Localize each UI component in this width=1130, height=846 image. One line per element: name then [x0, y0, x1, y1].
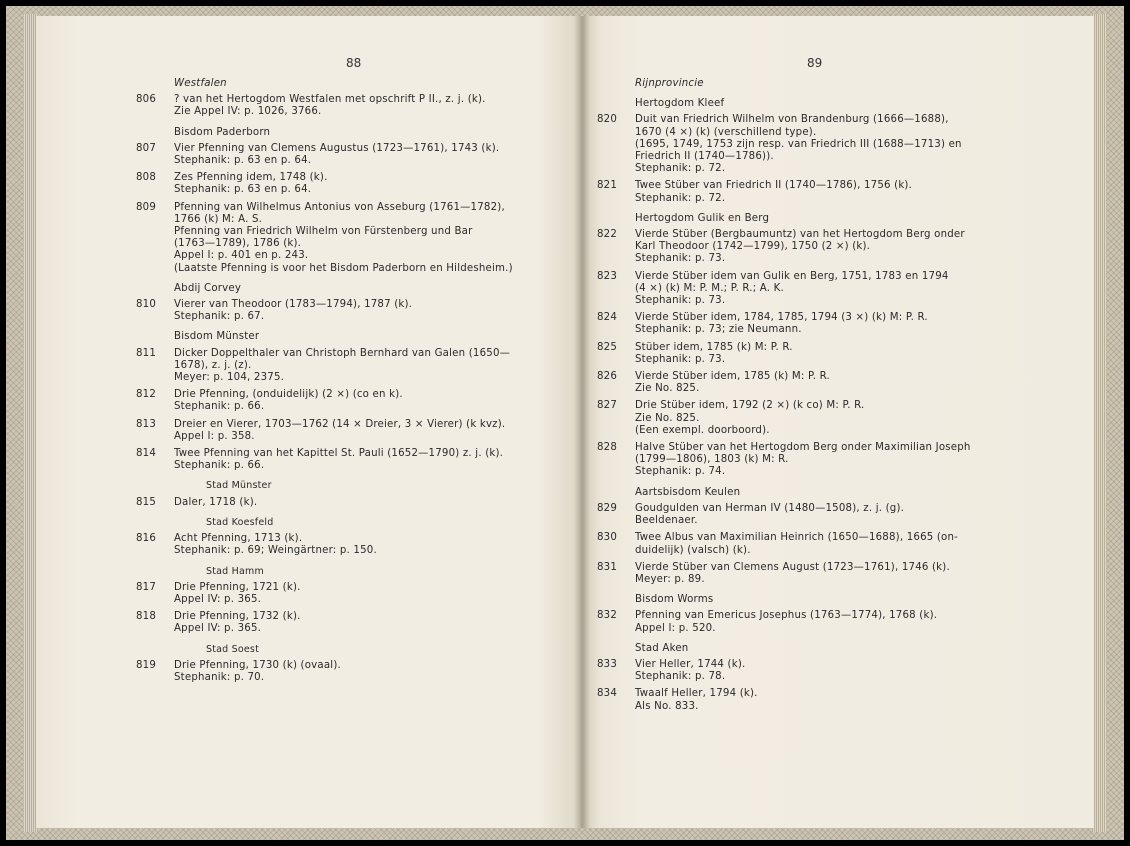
left-page-column	[136, 78, 556, 689]
catalog-entry	[597, 312, 1017, 336]
entry-line: Zie No. 825.	[635, 383, 700, 395]
entry-line: Drie Stüber idem, 1792 (2 ×) (k co) M: P. R.	[635, 400, 865, 412]
entry-line: Friedrich II (1740—1786)).	[635, 151, 774, 163]
entry-line: Stephanik: p. 73.	[635, 353, 726, 365]
entry-line: (1763—1789), 1786 (k).	[174, 238, 302, 250]
entry-text	[174, 172, 556, 196]
entry-line: Stephanik: p. 72.	[635, 192, 726, 204]
section-heading: Stad Soest	[206, 643, 259, 655]
entry-line: duidelijk) (valsch) (k).	[635, 544, 751, 556]
entry-number: 809	[136, 201, 157, 213]
catalog-entry	[597, 442, 1017, 479]
entry-number: 812	[136, 389, 157, 401]
catalog-entry	[597, 114, 1017, 175]
entry-text	[174, 660, 556, 684]
page-edges-right	[1092, 14, 1106, 832]
catalog-entry	[597, 659, 1017, 683]
entry-number: 825	[597, 341, 618, 353]
entry-number: 815	[136, 496, 157, 508]
entry-number: 819	[136, 659, 157, 671]
entry-line: Appel I: p. 358.	[174, 430, 255, 442]
entry-text	[635, 610, 1017, 634]
entry-text	[174, 582, 556, 606]
catalog-entry	[136, 611, 556, 635]
entry-text	[635, 532, 1017, 556]
right-page-column	[597, 78, 1017, 718]
entry-line: Stephanik: p. 66.	[174, 401, 265, 413]
entry-line: (4 ×) (k) M: P. M.; P. R.; A. K.	[635, 282, 784, 294]
catalog-entry	[597, 180, 1017, 204]
entry-number: 822	[597, 229, 618, 241]
entry-line: Stüber idem, 1785 (k) M: P. R.	[635, 341, 793, 353]
entry-number: 806	[136, 94, 157, 106]
entry-number: 834	[597, 688, 618, 700]
entry-line: Twee Pfenning van het Kapittel St. Pauli (1652—1790) z. j. (k).	[174, 448, 504, 460]
catalog-entry	[136, 497, 556, 509]
entry-text	[635, 371, 1017, 395]
entry-text	[635, 180, 1017, 204]
entry-number: 831	[597, 561, 618, 573]
entry-line: Halve Stüber van het Hertogdom Berg onder Maximilian Joseph	[635, 442, 971, 454]
entry-line: Appel I: p. 401 en p. 243.	[174, 250, 309, 262]
entry-line: Drie Pfenning, 1732 (k).	[174, 611, 301, 623]
entry-line: Twee Stüber van Friedrich II (1740—1786), 1756 (k).	[635, 180, 913, 192]
entry-line: Drie Pfenning, 1721 (k).	[174, 581, 301, 593]
catalog-entry	[597, 688, 1017, 712]
entry-line: Dicker Doppelthaler van Christoph Bernhard van Galen (1650—	[174, 347, 511, 359]
entry-number: 828	[597, 442, 618, 454]
entry-number: 820	[597, 114, 618, 126]
entry-number: 813	[136, 418, 157, 430]
entry-text	[174, 448, 556, 472]
section-heading: Stad Aken	[635, 642, 689, 654]
section-heading: Hertogdom Gulik en Berg	[635, 212, 770, 224]
catalog-entry	[136, 419, 556, 443]
entry-line: Dreier en Vierer, 1703—1762 (14 × Dreier, 3 × Vierer) (k kvz).	[174, 418, 506, 430]
catalog-entry	[597, 271, 1017, 308]
section-heading: Westfalen	[174, 78, 227, 89]
entry-line: (Een exempl. doorboord).	[635, 424, 770, 436]
section-heading: Abdij Corvey	[174, 282, 242, 294]
catalog-entry	[136, 660, 556, 684]
entry-line: Stephanik: p. 74.	[635, 466, 726, 478]
entry-text	[174, 299, 556, 323]
entry-text	[174, 497, 556, 509]
entry-text	[635, 688, 1017, 712]
entry-line: Pfenning van Emericus Josephus (1763—1774), 1768 (k).	[635, 610, 938, 622]
catalog-entry	[136, 94, 556, 118]
catalog-entry	[136, 172, 556, 196]
entry-line: (Laatste Pfenning is voor het Bisdom Paderborn en Hildesheim.)	[174, 262, 513, 274]
catalog-entry	[136, 533, 556, 557]
catalog-entry	[597, 229, 1017, 266]
entry-line: Zie No. 825.	[635, 412, 700, 424]
entry-number: 823	[597, 270, 618, 282]
entry-line: Pfenning van Friedrich Wilhelm von Fürstenberg und Bar	[174, 226, 473, 238]
book-gutter	[574, 16, 590, 828]
entry-text	[174, 533, 556, 557]
catalog-entry	[136, 582, 556, 606]
entry-line: Vier Heller, 1744 (k).	[635, 658, 746, 670]
entry-number: 814	[136, 448, 157, 460]
entry-line: 1678), z. j. (z).	[174, 359, 252, 371]
catalog-entry	[136, 143, 556, 167]
section-heading: Bisdom Paderborn	[174, 126, 271, 138]
right-page-number: 89	[807, 56, 823, 70]
entry-text	[174, 94, 556, 118]
entry-line: Appel IV: p. 365.	[174, 593, 262, 605]
entry-line: Stephanik: p. 69; Weingärtner: p. 150.	[174, 545, 377, 557]
entry-line: Vierde Stüber van Clemens August (1723—1761), 1746 (k).	[635, 561, 950, 573]
section-heading: Bisdom Worms	[635, 594, 714, 606]
entry-line: Duit van Friedrich Wilhelm von Brandenburg (1666—1688),	[635, 114, 949, 126]
entry-number: 833	[597, 658, 618, 670]
entry-text	[635, 312, 1017, 336]
entry-number: 807	[136, 142, 157, 154]
entry-line: Meyer: p. 89.	[635, 573, 705, 585]
catalog-entry	[597, 400, 1017, 437]
entry-number: 811	[136, 347, 157, 359]
entry-line: Meyer: p. 104, 2375.	[174, 372, 285, 384]
entry-number: 826	[597, 371, 618, 383]
entry-line: Stephanik: p. 66.	[174, 460, 265, 472]
section-heading: Rijnprovincie	[635, 78, 704, 89]
entry-line: Twee Albus van Maximilian Heinrich (1650—1688), 1665 (on-	[635, 532, 959, 544]
entry-text	[174, 389, 556, 413]
entry-line: Zie Appel IV: p. 1026, 3766.	[174, 106, 322, 118]
entry-number: 829	[597, 502, 618, 514]
catalog-entry	[597, 371, 1017, 395]
entry-line: 1766 (k) M: A. S.	[174, 213, 263, 225]
entry-text	[635, 442, 1017, 479]
entry-text	[635, 562, 1017, 586]
catalog-entry	[597, 503, 1017, 527]
entry-line: (1799—1806), 1803 (k) M: R.	[635, 454, 789, 466]
catalog-entry	[136, 348, 556, 385]
entry-line: Karl Theodoor (1742—1799), 1750 (2 ×) (k).	[635, 241, 871, 253]
entry-line: Stephanik: p. 73; zie Neumann.	[635, 324, 802, 336]
entry-text	[635, 271, 1017, 308]
catalog-entry	[597, 342, 1017, 366]
entry-number: 808	[136, 172, 157, 184]
entry-number: 824	[597, 312, 618, 324]
entry-line: Appel IV: p. 365.	[174, 623, 262, 635]
entry-line: Stephanik: p. 67.	[174, 311, 265, 323]
entry-text	[174, 143, 556, 167]
entry-line: Als No. 833.	[635, 700, 699, 712]
entry-line: Drie Pfenning, 1730 (k) (ovaal).	[174, 659, 341, 671]
left-page-number: 88	[346, 56, 362, 70]
entry-line: Stephanik: p. 63 en p. 64.	[174, 155, 312, 167]
entry-line: Vier Pfenning van Clemens Augustus (1723—1761), 1743 (k).	[174, 142, 500, 154]
entry-text	[635, 503, 1017, 527]
entry-text	[174, 348, 556, 385]
entry-number: 832	[597, 610, 618, 622]
catalog-entry	[597, 610, 1017, 634]
section-heading: Aartsbisdom Keulen	[635, 486, 741, 498]
entry-line: (1695, 1749, 1753 zijn resp. van Friedrich III (1688—1713) en	[635, 138, 962, 150]
entry-line: Stephanik: p. 73.	[635, 295, 726, 307]
entry-text	[635, 659, 1017, 683]
entry-text	[174, 419, 556, 443]
entry-line: Vierde Stüber (Bergbaumuntz) van het Hertogdom Berg onder	[635, 229, 965, 241]
entry-text	[635, 342, 1017, 366]
entry-text	[174, 202, 556, 275]
catalog-entry	[136, 202, 556, 275]
entry-number: 816	[136, 533, 157, 545]
entry-line: Goudgulden van Herman IV (1480—1508), z. j. (g).	[635, 502, 905, 514]
catalog-entry	[136, 299, 556, 323]
entry-line: 1670 (4 ×) (k) (verschillend type).	[635, 126, 817, 138]
entry-line: Zes Pfenning idem, 1748 (k).	[174, 172, 328, 184]
section-heading: Stad Hamm	[206, 565, 264, 577]
entry-number: 830	[597, 532, 618, 544]
section-heading: Stad Koesfeld	[206, 516, 274, 528]
entry-line: Vierde Stüber idem, 1785 (k) M: P. R.	[635, 371, 830, 383]
entry-line: Daler, 1718 (k).	[174, 496, 258, 508]
entry-number: 817	[136, 581, 157, 593]
entry-number: 827	[597, 400, 618, 412]
catalog-entry	[136, 448, 556, 472]
entry-line: Vierer van Theodoor (1783—1794), 1787 (k).	[174, 299, 413, 311]
entry-number: 810	[136, 299, 157, 311]
entry-line: Twaalf Heller, 1794 (k).	[635, 688, 758, 700]
entry-number: 818	[136, 611, 157, 623]
entry-text	[635, 400, 1017, 437]
entry-line: Acht Pfenning, 1713 (k).	[174, 533, 303, 545]
entry-line: Stephanik: p. 63 en p. 64.	[174, 184, 312, 196]
entry-line: Appel I: p. 520.	[635, 622, 716, 634]
catalog-entry	[597, 562, 1017, 586]
entry-line: Stephanik: p. 78.	[635, 671, 726, 683]
section-heading: Hertogdom Kleef	[635, 98, 725, 110]
entry-line: Vierde Stüber idem van Gulik en Berg, 1751, 1783 en 1794	[635, 270, 949, 282]
catalog-entry	[597, 532, 1017, 556]
entry-number: 821	[597, 180, 618, 192]
entry-line: Stephanik: p. 72.	[635, 163, 726, 175]
entry-text	[635, 114, 1017, 175]
catalog-entry	[136, 389, 556, 413]
entry-text	[174, 611, 556, 635]
entry-line: Pfenning van Wilhelmus Antonius von Asseburg (1761—1782),	[174, 201, 505, 213]
entry-line: Stephanik: p. 73.	[635, 253, 726, 265]
section-heading: Stad Münster	[206, 480, 272, 492]
entry-line: Beeldenaer.	[635, 515, 698, 527]
entry-text	[635, 229, 1017, 266]
entry-line: Stephanik: p. 70.	[174, 671, 265, 683]
entry-line: Drie Pfenning, (onduidelijk) (2 ×) (co en k).	[174, 389, 403, 401]
entry-line: ? van het Hertogdom Westfalen met opschrift P II., z. j. (k).	[174, 94, 486, 106]
entry-line: Vierde Stüber idem, 1784, 1785, 1794 (3 ×) (k) M: P. R.	[635, 312, 928, 324]
section-heading: Bisdom Münster	[174, 331, 260, 343]
